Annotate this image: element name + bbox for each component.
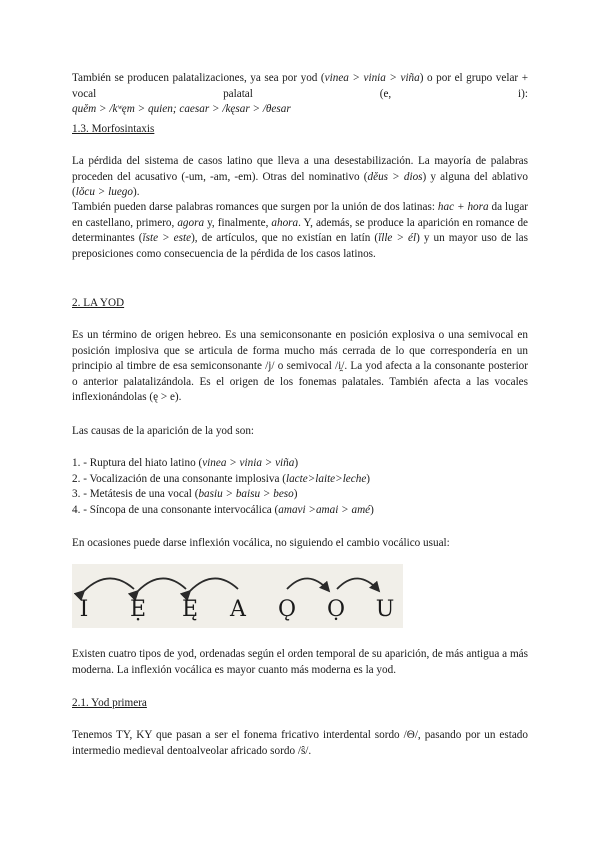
heading-morfosintaxis: 1.3. Morfosintaxis bbox=[72, 123, 155, 135]
vowel-o-open: Ǫ bbox=[277, 597, 297, 622]
vowel-diagram-svg bbox=[72, 564, 403, 628]
paragraph-tipos-yod: Existen cuatro tipos de yod, ordenadas según el orden temporal de su aparición, de más antigua a más moderna. La inflexión vocálica es mayor cuanto más moderna es la yod. bbox=[72, 648, 528, 676]
paragraph-causas: Las causas de la aparición de la yod son: bbox=[72, 425, 255, 437]
inflection-arrow bbox=[190, 578, 238, 591]
paragraph-palatalizaciones: También se producen palatalizaciones, ya sea por yod (vinea > vinia > viña) o por el grupo velar + vocal palatal (e, i): quĕm > /kʷęm > quien; caesar > /kęsar > /θesar bbox=[72, 72, 529, 116]
list-item: 1. - Ruptura del hiato latino (vinea > vinia > viña) bbox=[72, 457, 299, 469]
vowel-inflection-diagram bbox=[72, 564, 403, 628]
inflection-arrow bbox=[138, 578, 186, 591]
list-causas bbox=[72, 456, 528, 518]
heading-la-yod: 2. LA YOD bbox=[72, 297, 125, 309]
list-item: 2. - Vocalización de una consonante implosiva (lacte>laite>leche) bbox=[72, 472, 371, 485]
paragraph-inflexion: En ocasiones puede darse inflexión vocálica, no siguiendo el cambio vocálico usual: bbox=[72, 537, 450, 549]
paragraph-union-palabras: También pueden darse palabras romances que surgen por la unión de dos latinas: hac + hora da lugar en castellano, primero, agora y, finalmente, ahora. Y, además, se produce la aparición en romance de determinantes (ĭste > este), de artículos, que no existían en latín (ĭlle > él) y un mayor uso de las preposiciones como consecuencia de la pérdida de los casos latinos. bbox=[72, 201, 529, 260]
heading-yod-primera: 2.1. Yod primera bbox=[72, 697, 147, 709]
inflection-arrow bbox=[287, 578, 329, 591]
vowel-i: I bbox=[79, 597, 89, 622]
vowel-o-closed: Ọ bbox=[326, 597, 346, 622]
vowel-e-closed: Ẹ bbox=[129, 597, 147, 622]
vowel-u: U bbox=[375, 597, 395, 622]
list-item: 4. - Síncopa de una consonante intervocálica (amavi >amai > amé) bbox=[72, 503, 374, 516]
inflection-arrow bbox=[84, 578, 134, 591]
list-item: 3. - Metátesis de una vocal (basiu > baisu > beso) bbox=[72, 488, 298, 501]
paragraph-casos: La pérdida del sistema de casos latino que lleva a una desestabilización. La mayoría de palabras proceden del acusativo (-um, -am, -em). Otras del nominativo (dĕus > dios) y alguna del ablativo (lŏcu > luego). bbox=[72, 155, 528, 199]
inflection-arrow bbox=[337, 578, 379, 591]
vowel-a: A bbox=[230, 597, 246, 622]
vowel-e-open: Ę bbox=[181, 597, 199, 622]
paragraph-yod-primera: Tenemos TY, KY que pasan a ser el fonema fricativo interdental sordo /Θ/, pasando por un estado intermedio medieval dentoalveolar africado sordo /ŝ/. bbox=[72, 729, 528, 757]
paragraph-yod-definicion: Es un término de origen hebreo. Es una semiconsonante en posición explosiva o una semivocal en posición implosiva que se articula de forma mucho más cerrada de lo que correspondería en un principio al timbre de esa semiconsonante /j/ o semivocal /i̯/. La yod afecta a la consonante posterior o anterior palatalizándola. Es el origen de los fonemas palatales. También afecta a las vocales inflexionándolas (ę > e). bbox=[72, 329, 528, 404]
